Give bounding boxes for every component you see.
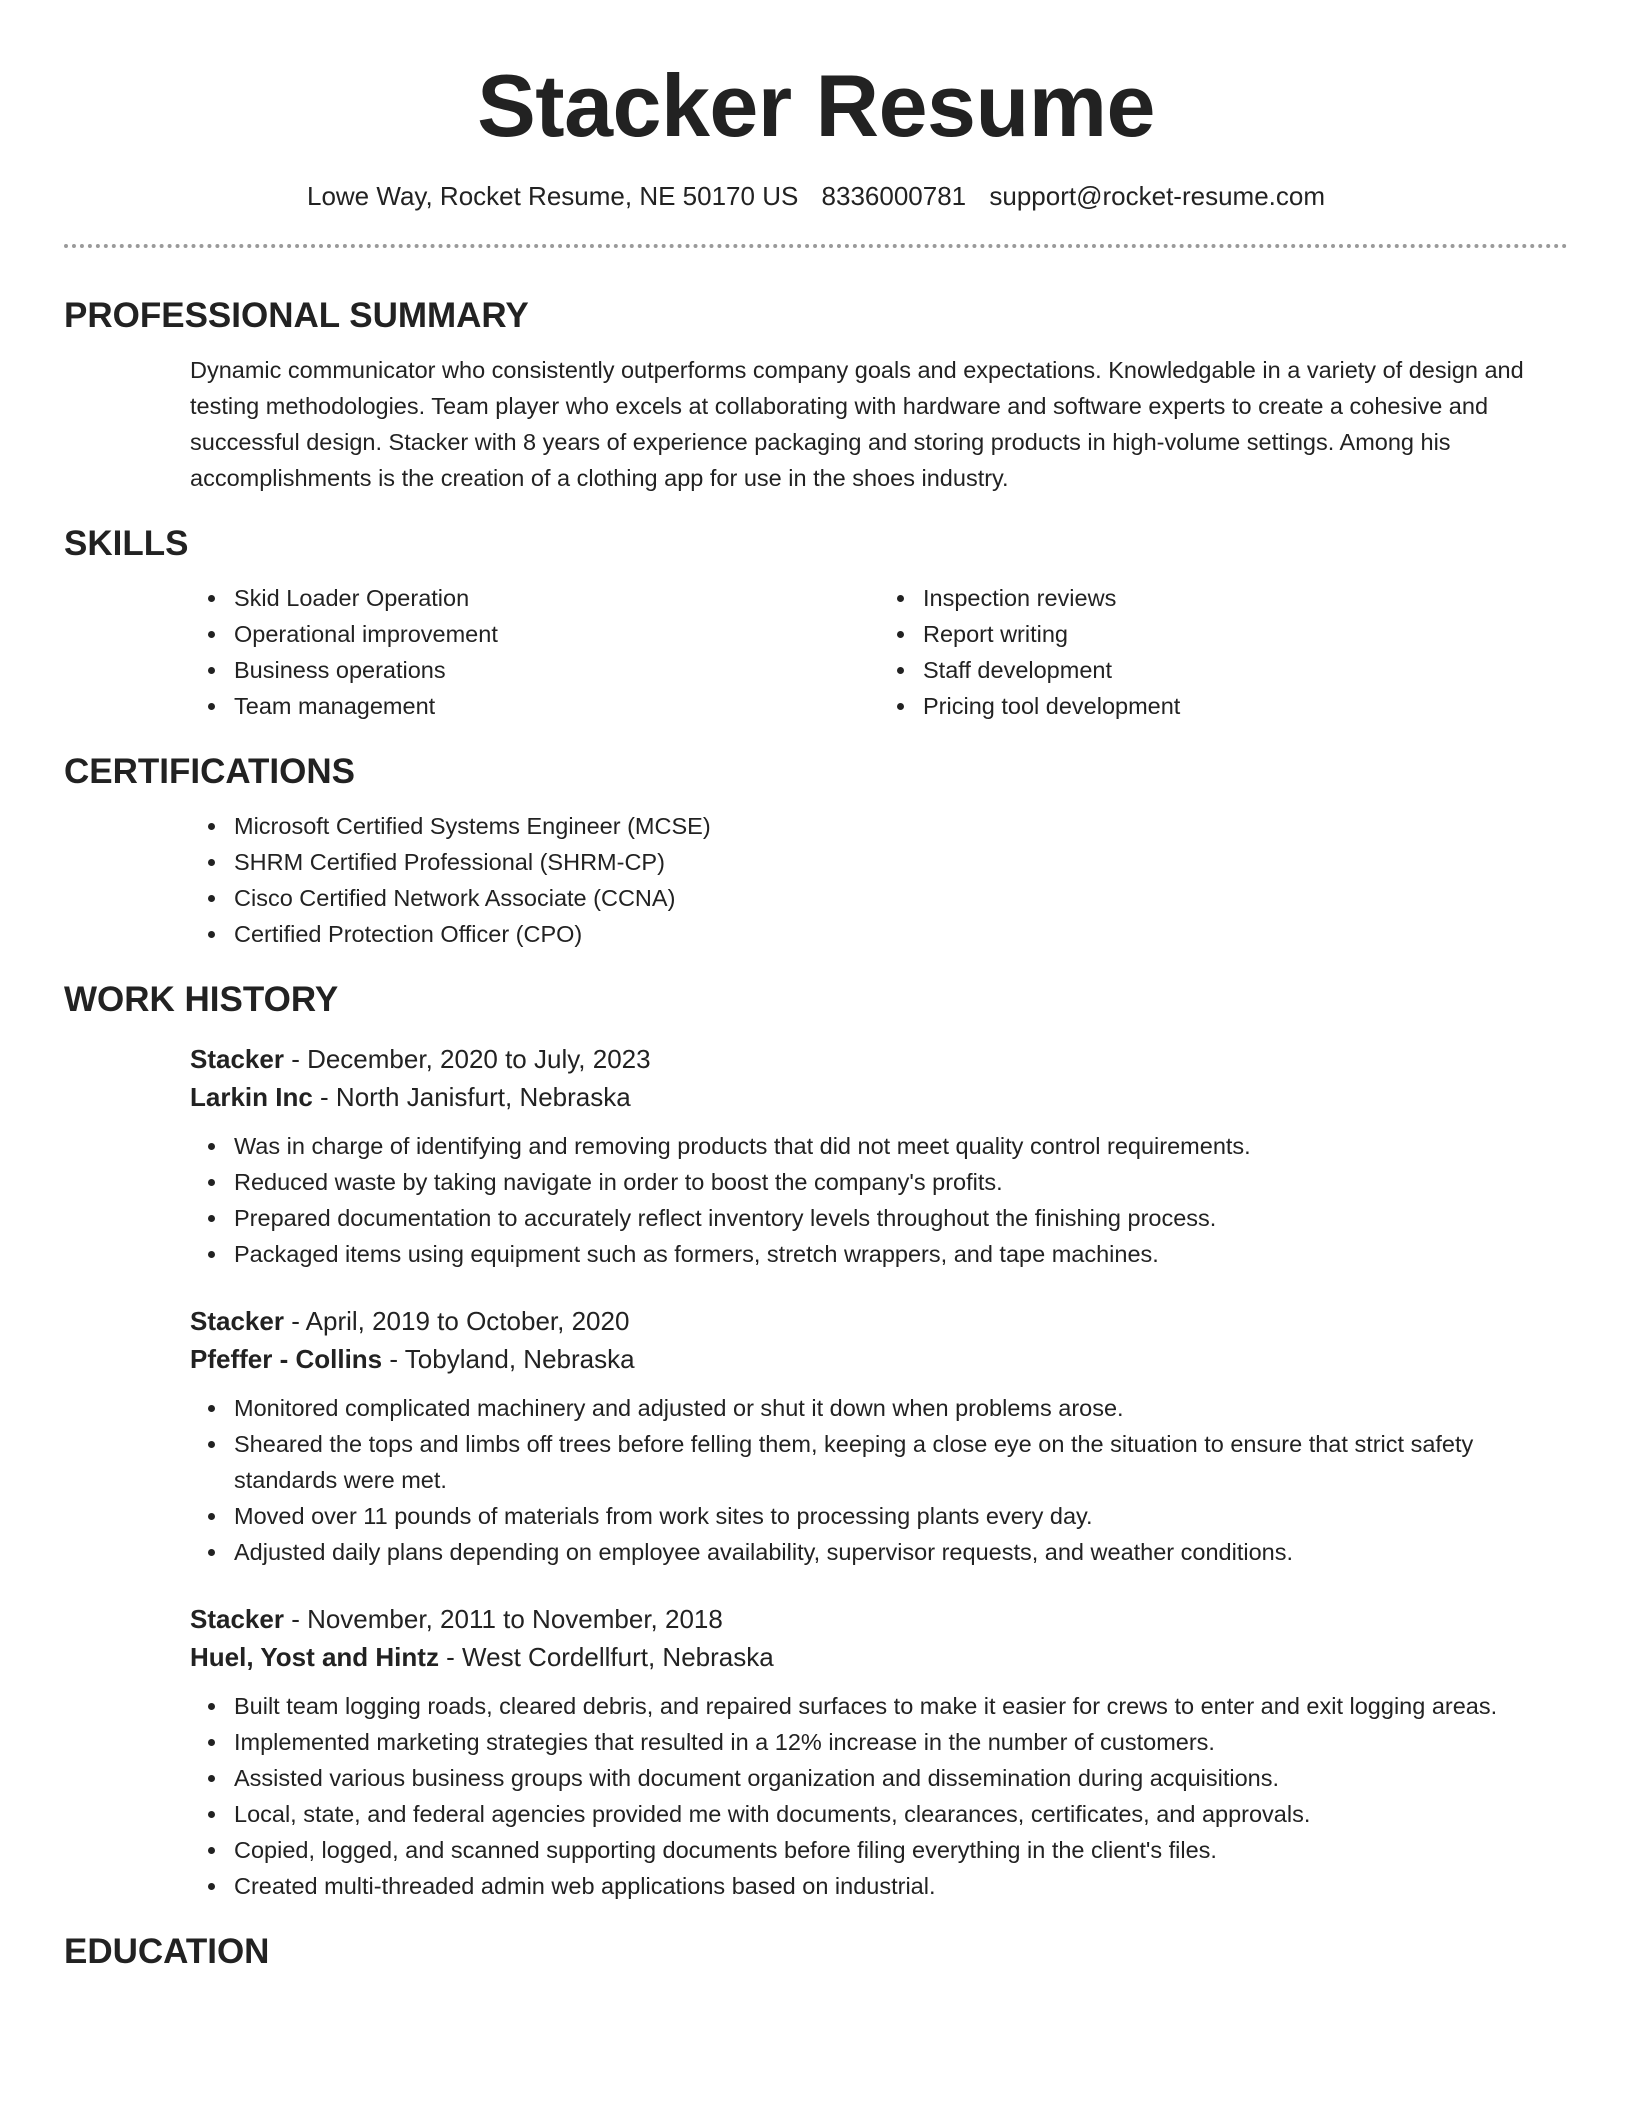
- skill-item: Team management: [234, 688, 879, 724]
- job-bullet: Sheared the tops and limbs off trees before felling them, keeping a close eye on the situation to ensure that strict safety standards were met.: [234, 1426, 1568, 1498]
- skill-item: Operational improvement: [234, 616, 879, 652]
- job-bullets: [190, 1390, 1568, 1570]
- certification-item: Cisco Certified Network Associate (CCNA): [234, 880, 1568, 916]
- skills-heading: SKILLS: [64, 524, 189, 563]
- skill-item: Staff development: [923, 652, 1568, 688]
- job-company: Huel, Yost and Hintz: [190, 1642, 439, 1672]
- skill-item: Pricing tool development: [923, 688, 1568, 724]
- job-company: Pfeffer - Collins: [190, 1344, 383, 1374]
- job-bullet: Packaged items using equipment such as formers, stretch wrappers, and tape machines.: [234, 1236, 1568, 1272]
- contact-email: support@rocket-resume.com: [989, 181, 1326, 211]
- job-bullet: Monitored complicated machinery and adjusted or shut it down when problems arose.: [234, 1390, 1568, 1426]
- job-bullet: Was in charge of identifying and removing products that did not meet quality control requirements.: [234, 1128, 1568, 1164]
- job-location: - West Cordellfurt, Nebraska: [438, 1642, 774, 1672]
- job-title-line: [190, 1600, 1568, 1638]
- certification-item: Microsoft Certified Systems Engineer (MCSE): [234, 808, 1568, 844]
- job-company-line: [190, 1638, 1568, 1676]
- job-company-line: [190, 1340, 1568, 1378]
- certification-item: Certified Protection Officer (CPO): [234, 916, 1568, 952]
- job-title: Stacker: [190, 1306, 284, 1336]
- summary-heading: PROFESSIONAL SUMMARY: [64, 296, 529, 335]
- skills-list-left: [190, 580, 879, 724]
- job-bullet: Assisted various business groups with document organization and dissemination during acquisitions.: [234, 1760, 1568, 1796]
- certification-item: SHRM Certified Professional (SHRM-CP): [234, 844, 1568, 880]
- job-entry: [190, 1040, 1568, 1272]
- certifications-list: [190, 808, 1568, 952]
- job-title: Stacker: [190, 1604, 284, 1634]
- job-bullet: Moved over 11 pounds of materials from work sites to processing plants every day.: [234, 1498, 1568, 1534]
- work-history-heading: WORK HISTORY: [64, 980, 339, 1019]
- skills-list-right: [879, 580, 1568, 724]
- job-dates: - November, 2011 to November, 2018: [283, 1604, 723, 1634]
- job-bullet: Local, state, and federal agencies provided me with documents, clearances, certificates, and approvals.: [234, 1796, 1568, 1832]
- job-bullet: Built team logging roads, cleared debris, and repaired surfaces to make it easier for crews to enter and exit logging areas.: [234, 1688, 1568, 1724]
- certifications-heading: CERTIFICATIONS: [64, 752, 356, 791]
- contact-address: Lowe Way, Rocket Resume, NE 50170 US: [306, 181, 799, 211]
- skill-item: Inspection reviews: [923, 580, 1568, 616]
- skill-item: Business operations: [234, 652, 879, 688]
- education-heading: EDUCATION: [64, 1932, 270, 1971]
- skills-columns: [190, 580, 1568, 724]
- job-dates: - December, 2020 to July, 2023: [283, 1044, 651, 1074]
- header-divider: [64, 244, 1568, 248]
- resume-name: Stacker Resume: [477, 56, 1155, 155]
- job-title: Stacker: [190, 1044, 284, 1074]
- job-bullet: Reduced waste by taking navigate in order to boost the company's profits.: [234, 1164, 1568, 1200]
- job-bullets: [190, 1688, 1568, 1904]
- job-bullets: [190, 1128, 1568, 1272]
- job-location: - North Janisfurt, Nebraska: [312, 1082, 631, 1112]
- contact-line: [64, 180, 1568, 212]
- contact-phone: 8336000781: [821, 181, 967, 211]
- resume-page: [64, 0, 1568, 1974]
- job-company: Larkin Inc: [190, 1082, 313, 1112]
- summary-text: Dynamic communicator who consistently outperforms company goals and expectations. Knowledgable in a variety of design and testing methodologies. Team player who excels at collaborating with hardware and software experts to create a cohesive and successful design. Stacker with 8 years of experience packaging and storing products in high-volume settings. Among his accomplishments is the creation of a clothing app for use in the shoes industry.: [190, 357, 1524, 491]
- job-dates: - April, 2019 to October, 2020: [283, 1306, 630, 1336]
- job-entry: [190, 1302, 1568, 1570]
- job-bullet: Prepared documentation to accurately reflect inventory levels throughout the finishing process.: [234, 1200, 1568, 1236]
- job-entry: [190, 1600, 1568, 1904]
- job-title-line: [190, 1302, 1568, 1340]
- job-company-line: [190, 1078, 1568, 1116]
- job-bullet: Implemented marketing strategies that resulted in a 12% increase in the number of customers.: [234, 1724, 1568, 1760]
- job-location: - Tobyland, Nebraska: [382, 1344, 635, 1374]
- job-title-line: [190, 1040, 1568, 1078]
- job-bullet: Adjusted daily plans depending on employee availability, supervisor requests, and weather conditions.: [234, 1534, 1568, 1570]
- job-bullet: Copied, logged, and scanned supporting documents before filing everything in the client's files.: [234, 1832, 1568, 1868]
- skill-item: Report writing: [923, 616, 1568, 652]
- skill-item: Skid Loader Operation: [234, 580, 879, 616]
- job-bullet: Created multi-threaded admin web applications based on industrial.: [234, 1868, 1568, 1904]
